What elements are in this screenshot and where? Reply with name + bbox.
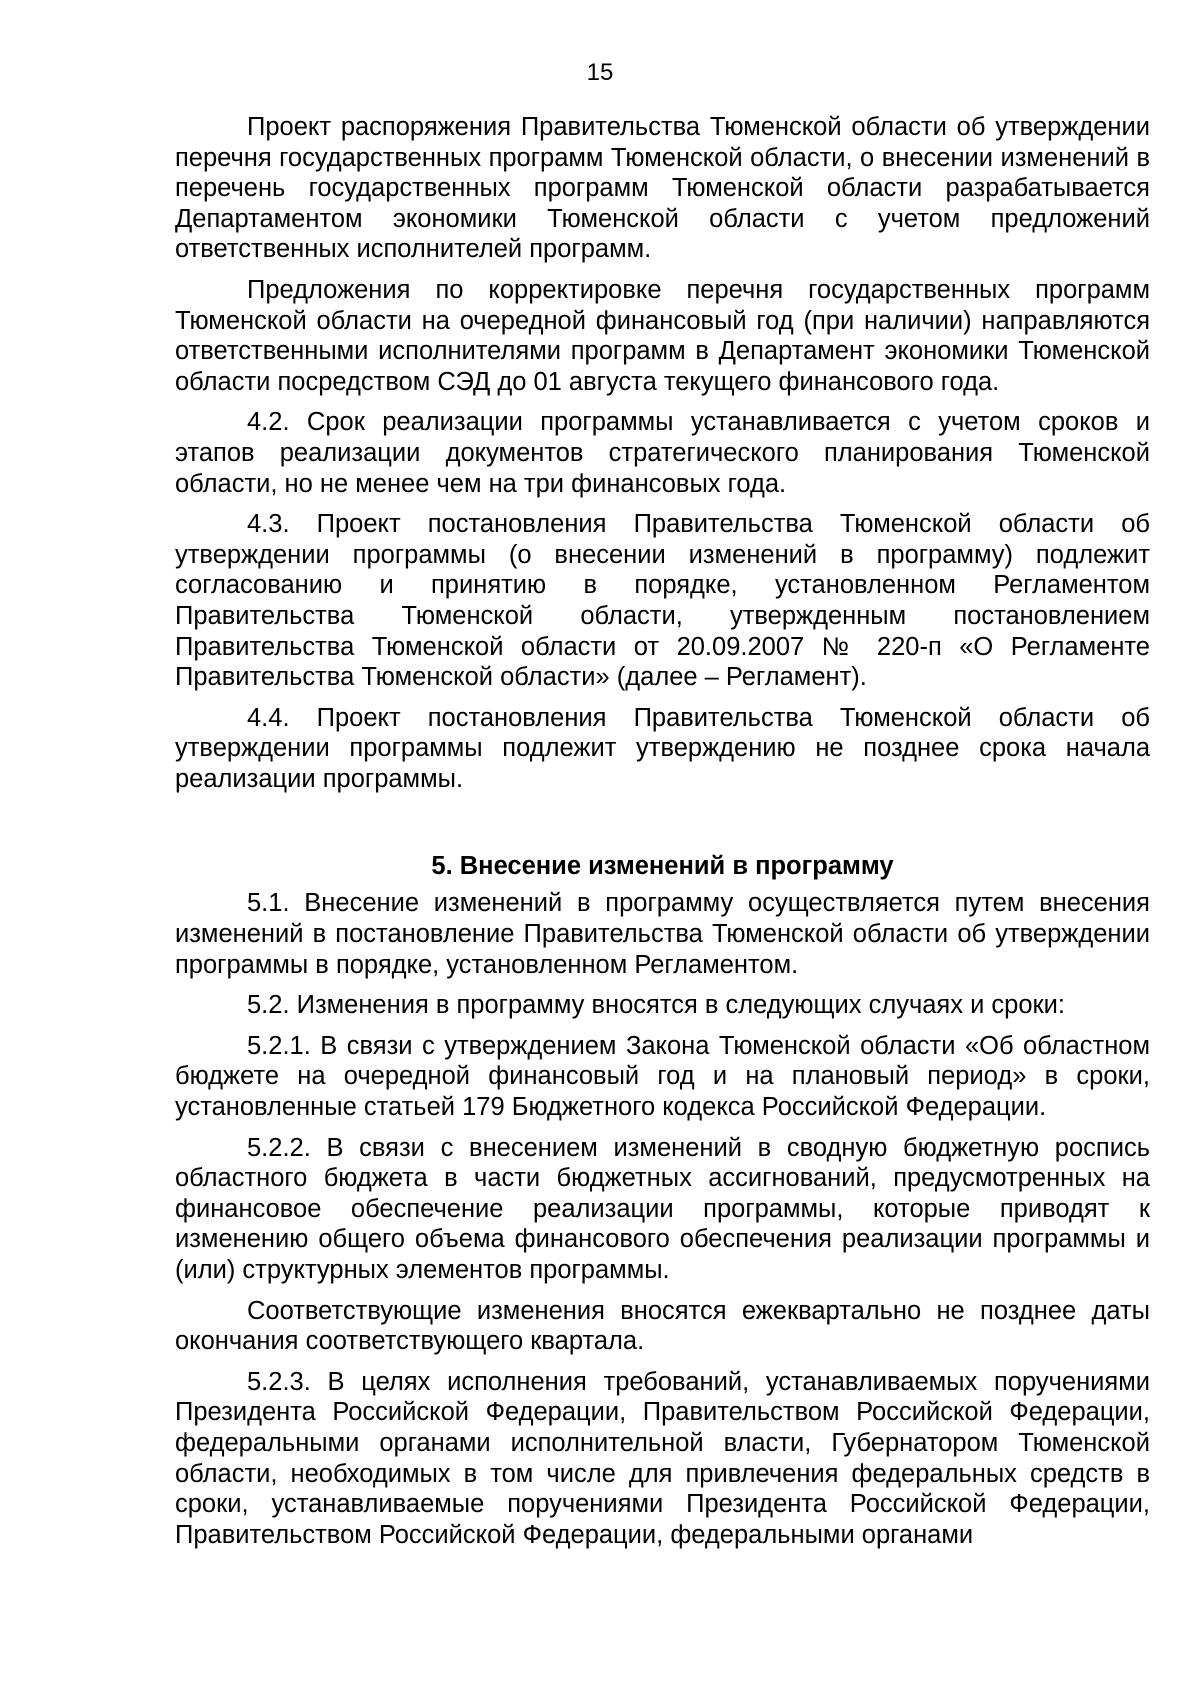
paragraph: 4.2. Срок реализации программы устанавливается с учетом сроков и этапов реализации документов стратегического планирования Тюменской области, но не менее чем на три финансовых года.	[175, 408, 1150, 498]
page-number: 15	[586, 59, 614, 86]
paragraph: 5.2. Изменения в программу вносятся в следующих случаях и сроки:	[247, 991, 1066, 1020]
document-body	[175, 112, 1150, 1560]
paragraph: Соответствующие изменения вносятся ежеквартально не позднее даты окончания соответствующего квартала.	[175, 1296, 1150, 1356]
section-heading: 5. Внесение изменений в программу	[431, 852, 894, 881]
paragraph: 5.2.2. В связи с внесением изменений в сводную бюджетную роспись областного бюджета в части бюджетных ассигнований, предусмотренных на финансовое обеспечение реализации программы, которые приводят к изменению общего объема финансового обеспечения реализации программы и (или) структурных элементов программы.	[175, 1133, 1150, 1284]
paragraph: 4.3. Проект постановления Правительства Тюменской области об утверждении программы (о внесении изменений в программу) подлежит согласованию и принятию в порядке, установленном Регламентом Правительства Тюменской области, утвержденным постановлением Правительства Тюменской области от 20.09.2007 № 220-п «О Регламенте Правительства Тюменской области» (далее – Регламент).	[175, 510, 1150, 692]
paragraph: 5.2.1. В связи с утверждением Закона Тюменской области «Об областном бюджете на очередной финансовый год и на плановый период» в сроки, установленные статьей 179 Бюджетного кодекса Российской Федерации.	[175, 1031, 1150, 1122]
paragraph: 4.4. Проект постановления Правительства Тюменской области об утверждении программы подлежит утверждению не позднее срока начала реализации программы.	[175, 703, 1150, 793]
paragraph: 5.1. Внесение изменений в программу осуществляется путем внесения изменений в постановление Правительства Тюменской области об утверждении программы в порядке, установленном Регламентом.	[175, 889, 1150, 979]
paragraph: 5.2.3. В целях исполнения требований, устанавливаемых поручениями Президента Российской Федерации, Правительством Российской Федерации, федеральными органами исполнительной власти, Губернатором Тюменской области, необходимых в том числе для привлечения федеральных средств в сроки, устанавливаемые поручениями Президента Российской Федерации, Правительством Российской Федерации, федеральными органами	[175, 1367, 1150, 1549]
paragraph: Предложения по корректировке перечня государственных программ Тюменской области на очередной финансовый год (при наличии) направляются ответственными исполнителями программ в Департамент экономики Тюменской области посредством СЭД до 01 августа текущего финансового года.	[175, 275, 1150, 396]
paragraph: Проект распоряжения Правительства Тюменской области об утверждении перечня государственных программ Тюменской области, о внесении изменений в перечень государственных программ Тюменской области разрабатывается Департаментом экономики Тюменской области с учетом предложений ответственных исполнителей программ.	[175, 113, 1150, 264]
